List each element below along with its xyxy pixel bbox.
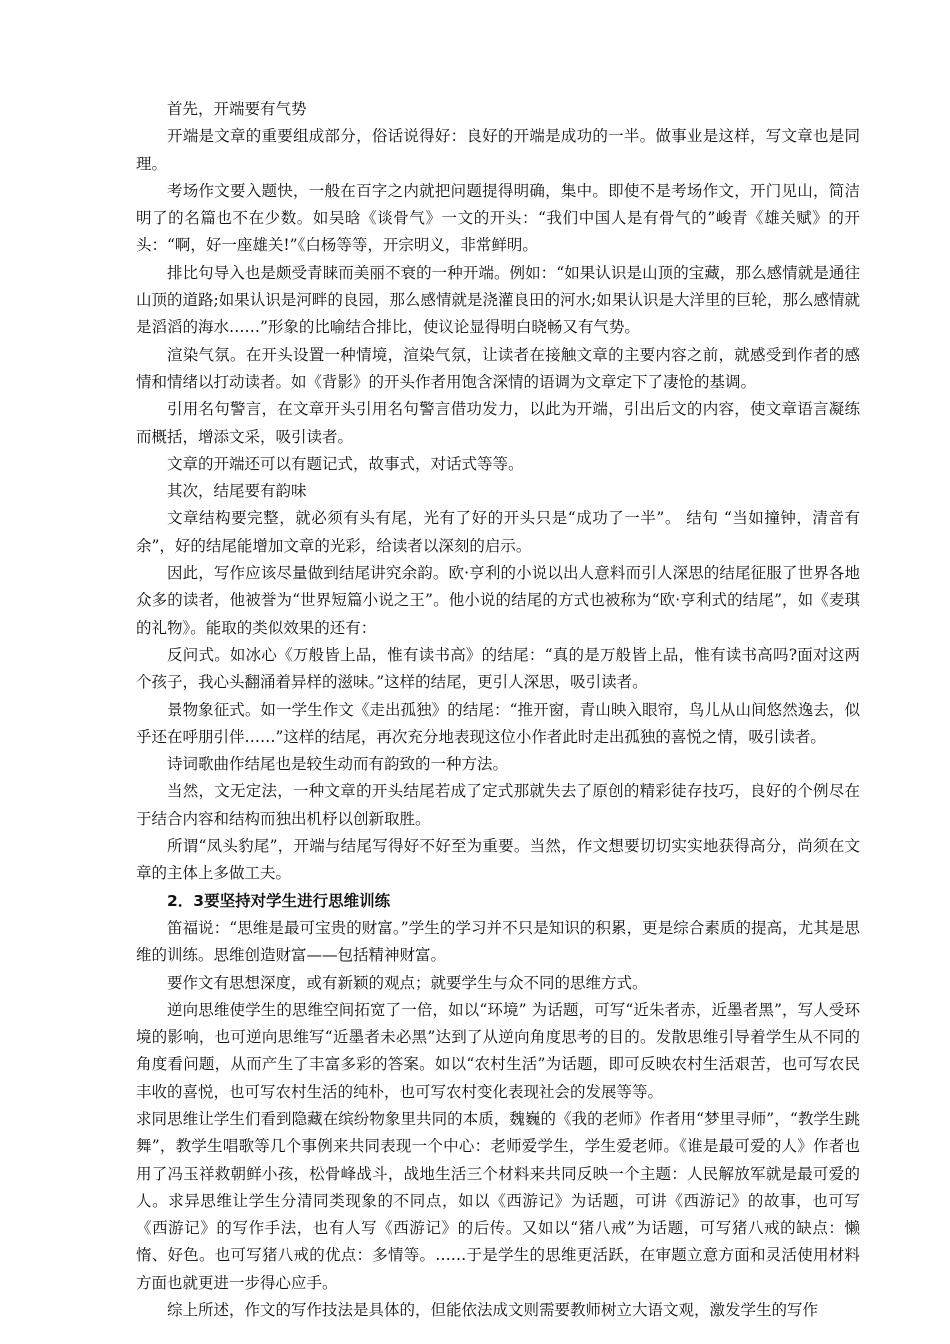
section-heading-2-3: 2．3要坚持对学生进行思维训练	[167, 891, 391, 910]
document-body	[136, 96, 860, 1324]
paragraph: 要作文有思想深度，或有新颖的观点；就要学生与众不同的思维方式。	[167, 973, 648, 992]
paragraph: 逆向思维使学生的思维空间拓宽了一倍，如以“环境” 为话题，可写“近朱者赤，近墨者黑”，写人受环境的影响，也可逆向思维写“近墨者未必黑”达到了从逆向角度思考的目的。发散思维引导着学生从不同的角度看问题，从而产生了丰富多彩的答案。如以“农村生活”为话题，即可反映农村生活艰苦，也可写农民丰收的喜悦，也可写农村生活的纯朴，也可写农村变化表现社会的发展等等。	[136, 1000, 860, 1101]
paragraph: 诗词歌曲作结尾也是较生动而有韵致的一种方法。	[167, 755, 509, 774]
paragraph: 开端是文章的重要组成部分，俗话说得好：良好的开端是成功的一半。做事业是这样，写文章也是同理。	[136, 127, 860, 173]
paragraph: 景物象征式。如一学生作文《走出孤独》的结尾：“推开窗，青山映入眼帘，鸟儿从山间悠然逸去，似乎还在呼朋引伴……”这样的结尾，再次充分地表现这位小作者此时走出孤独的喜悦之情，吸引读者。	[136, 700, 860, 746]
paragraph: 当然，文无定法，一种文章的开头结尾若成了定式那就失去了原创的精彩徒存技巧，良好的个例尽在于结合内容和结构而独出机杼以创新取胜。	[136, 782, 860, 828]
paragraph: 反问式。如冰心《万般皆上品，惟有读书高》的结尾：“真的是万般皆上品，惟有读书高吗?面对这两个孩子，我心头翻涌着异样的滋味。”这样的结尾，更引人深思，吸引读者。	[136, 645, 860, 692]
paragraph: 文章结构要完整，就必须有头有尾，光有了好的开头只是“成功了一半”。 结句 “当如撞钟，清音有余”，好的结尾能增加文章的光彩，给读者以深刻的启示。	[136, 509, 860, 555]
paragraph: 考场作文要入题快，一般在百字之内就把问题提得明确，集中。即使不是考场作文，开门见山，简洁明了的名篇也不在少数。如吴晗《谈骨气》一文的开头：“我们中国人是有骨气的”峻青《雄关赋》的开头：“啊，好一座雄关!”《白杨等等，开宗明义，非常鲜明。	[136, 181, 860, 255]
section-heading-opening: 首先，开端要有气势	[167, 100, 307, 118]
paragraph: 综上所述，作文的写作技法是具体的，但能依法成文则需要教师树立大语文观，激发学生的写作	[167, 1301, 819, 1320]
section-heading-ending: 其次，结尾要有韵味	[167, 482, 307, 501]
paragraph: 笛福说：“思维是最可宝贵的财富。”学生的学习并不只是知识的积累，更是综合素质的提高，尤其是思维的训练。思维创造财富——包括精神财富。	[136, 918, 860, 965]
paragraph: 引用名句警言，在文章开头引用名句警言借功发力，以此为开端，引出后文的内容，使文章语言凝练而概括，增添文采，吸引读者。	[136, 400, 860, 446]
paragraph: 文章的开端还可以有题记式，故事式，对话式等等。	[167, 454, 524, 473]
paragraph: 所谓“凤头豹尾”，开端与结尾写得好不好至为重要。当然，作文想要切切实实地获得高分，尚须在文章的主体上多做工夫。	[136, 837, 860, 883]
paragraph: 因此，写作应该尽量做到结尾讲究余韵。欧·亨利的小说以出人意料而引人深思的结尾征服了世界各地众多的读者，他被誉为“世界短篇小说之王”。他小说的结尾的方式也被称为“欧·亨利式的结尾”，如《麦琪的礼物》。能取的类似效果的还有：	[136, 564, 860, 637]
paragraph: 渲染气氛。在开头设置一种情境，渲染气氛，让读者在接触文章的主要内容之前，就感受到作者的感情和情绪以打动读者。如《背影》的开头作者用饱含深情的语调为文章定下了凄怆的基调。	[136, 345, 860, 391]
paragraph: 排比句导入也是颇受青睐而美丽不衰的一种开端。例如：“如果认识是山顶的宝藏，那么感情就是通往山顶的道路;如果认识是河畔的良园，那么感情就是浇灌良田的河水;如果认识是大洋里的巨轮，那么感情就是滔滔的海水……”形象的比喻结合排比，使议论显得明白晓畅又有气势。	[136, 263, 860, 337]
paragraph: 求同思维让学生们看到隐藏在缤纷物象里共同的本质，魏巍的《我的老师》作者用“梦里寻师”，“教学生跳舞”，教学生唱歌等几个事例来共同表现一个中心：老师爱学生，学生爱老师。《谁是最可爱的人》作者也用了冯玉祥救朝鲜小孩，松骨峰战斗，战地生活三个材料来共同反映一个主题：人民解放军就是最可爱的人。求异思维让学生分清同类现象的不同点，如以《西游记》为话题，可讲《西游记》的故事，也可写《西游记》的写作手法，也有人写《西游记》的后传。又如以“猪八戒”为话题，可写猪八戒的缺点：懒惰、好色。也可写猪八戒的优点：多情等。……于是学生的思维更活跃，在审题立意方面和灵活使用材料方面也就更进一步得心应手。	[136, 1109, 860, 1292]
